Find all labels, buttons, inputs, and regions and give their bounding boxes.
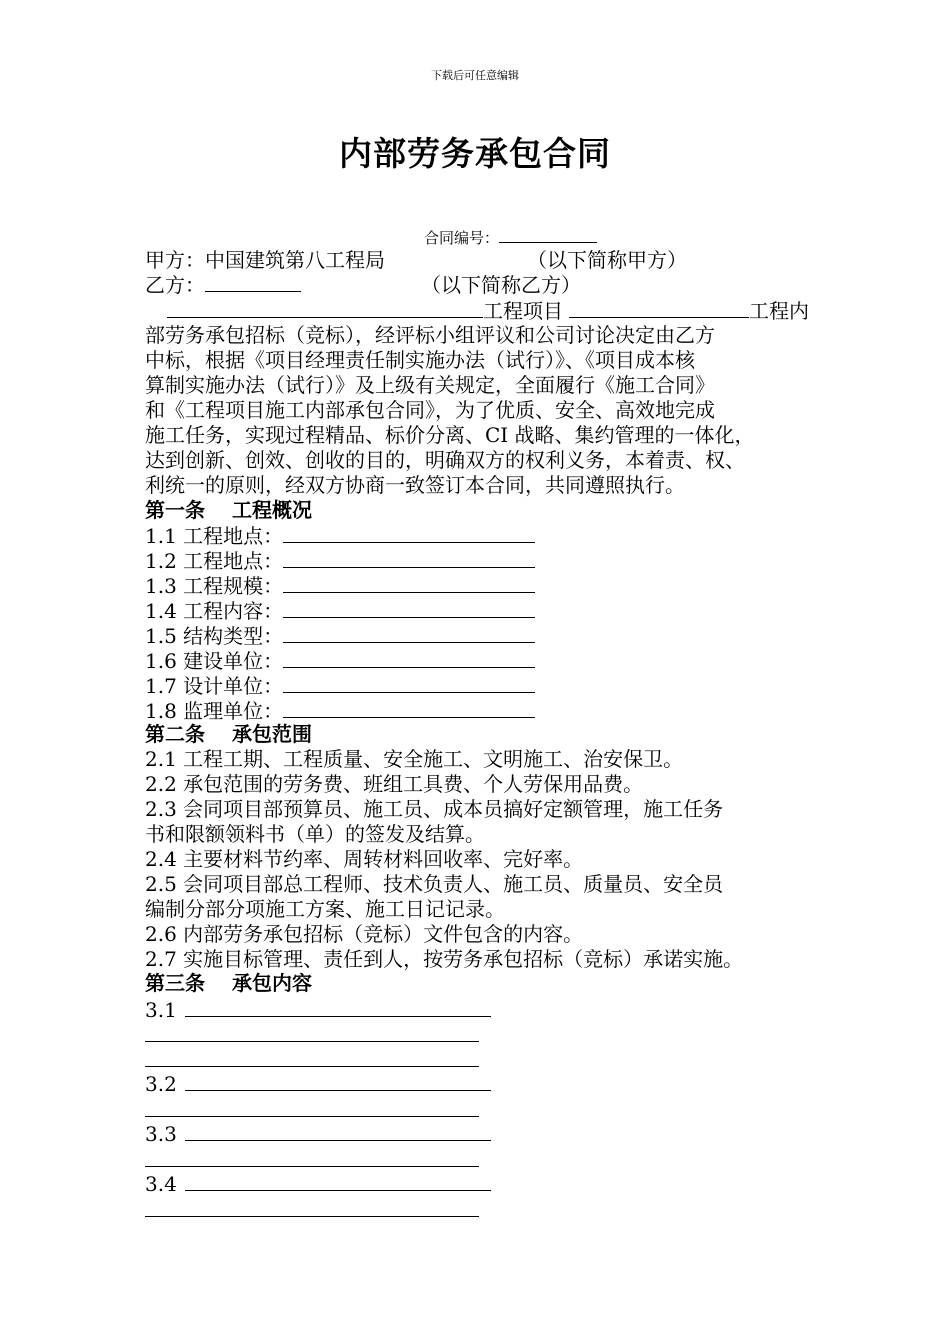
article-2-line: 2.3 会同项目部预算员、施工员、成本员搞好定额管理，施工任务 bbox=[145, 797, 724, 821]
item-blank[interactable] bbox=[185, 1121, 491, 1141]
item-blank[interactable] bbox=[283, 623, 535, 643]
article-1-item bbox=[145, 598, 825, 623]
article-1-item bbox=[145, 648, 825, 673]
party-b-suffix: （以下简称乙方） bbox=[421, 273, 581, 297]
project-scope-blank[interactable] bbox=[569, 298, 749, 318]
article-1-item bbox=[145, 573, 825, 598]
project-name-blank[interactable] bbox=[167, 298, 483, 318]
item-label: 1.8 监理单位： bbox=[145, 699, 284, 723]
article-1-item bbox=[145, 698, 825, 723]
item-blank[interactable] bbox=[283, 523, 535, 543]
intro-line: 利统一的原则，经双方协商一致签订本合同，共同遵照执行。 bbox=[145, 473, 685, 497]
party-a-line bbox=[145, 248, 385, 273]
item-blank[interactable] bbox=[185, 997, 491, 1017]
item-continuation-blank[interactable] bbox=[145, 1166, 479, 1167]
party-b-line bbox=[145, 273, 301, 298]
article-3-item bbox=[145, 1171, 491, 1197]
article-1-item bbox=[145, 673, 825, 698]
contract-number-blank[interactable] bbox=[499, 228, 597, 243]
item-label: 1.6 建设单位： bbox=[145, 649, 284, 673]
item-blank[interactable] bbox=[185, 1071, 491, 1091]
item-label: 3.1 bbox=[145, 998, 177, 1022]
intro-line: 部劳务承包招标（竞标），经评标小组评议和公司讨论决定由乙方 bbox=[145, 323, 715, 347]
intro-line: 和《工程项目施工内部承包合同》，为了优质、安全、高效地完成 bbox=[145, 398, 715, 422]
item-blank[interactable] bbox=[283, 698, 535, 718]
item-label: 1.2 工程地点： bbox=[145, 549, 284, 573]
article-2-line: 2.5 会同项目部总工程师、技术负责人、施工员、质量员、安全员 bbox=[145, 872, 724, 896]
item-blank[interactable] bbox=[185, 1171, 491, 1191]
article-2-line: 2.4 主要材料节约率、周转材料回收率、完好率。 bbox=[145, 847, 584, 871]
party-a-label: 甲方：中国建筑第八工程局 bbox=[145, 248, 385, 272]
party-b-blank[interactable] bbox=[205, 273, 301, 292]
item-blank[interactable] bbox=[283, 548, 535, 568]
article-3-heading: 第三条 承包内容 bbox=[145, 971, 312, 995]
article-2-line: 2.7 实施目标管理、责任到人，按劳务承包招标（竞标）承诺实施。 bbox=[145, 947, 744, 971]
article-1-item bbox=[145, 623, 825, 648]
article-2-line: 2.6 内部劳务承包招标（竞标）文件包含的内容。 bbox=[145, 922, 584, 946]
item-continuation-blank[interactable] bbox=[145, 1216, 479, 1217]
intro-line: 算制实施办法（试行）》及上级有关规定，全面履行《施工合同》 bbox=[145, 373, 715, 397]
contract-number bbox=[424, 227, 597, 248]
item-continuation-blank[interactable] bbox=[145, 1066, 479, 1067]
item-label: 1.1 工程地点： bbox=[145, 524, 284, 548]
article-1 bbox=[145, 498, 825, 723]
intro-line: 中标，根据《项目经理责任制实施办法（试行）》、《项目成本核 bbox=[145, 348, 695, 372]
article-3-item bbox=[145, 1121, 491, 1147]
party-b-label: 乙方： bbox=[145, 273, 205, 297]
article-1-heading: 第一条 工程概况 bbox=[145, 498, 312, 522]
article-3-item bbox=[145, 1071, 491, 1097]
item-continuation-blank[interactable] bbox=[145, 1041, 479, 1042]
document-title: 内部劳务承包合同 bbox=[339, 134, 611, 173]
article-2-line: 2.1 工程工期、工程质量、安全施工、文明施工、治安保卫。 bbox=[145, 747, 684, 771]
item-label: 3.3 bbox=[145, 1122, 177, 1146]
article-1-item bbox=[145, 523, 825, 548]
item-continuation-blank[interactable] bbox=[145, 1116, 479, 1117]
item-label: 3.2 bbox=[145, 1072, 177, 1096]
intro-first-line bbox=[145, 298, 809, 324]
item-label: 1.5 结构类型： bbox=[145, 624, 284, 648]
intro-project-label: 工程项目 bbox=[483, 299, 563, 323]
article-2-heading: 第二条 承包范围 bbox=[145, 722, 312, 746]
party-a-suffix: （以下简称甲方） bbox=[527, 248, 687, 272]
item-blank[interactable] bbox=[283, 598, 535, 618]
item-blank[interactable] bbox=[283, 648, 535, 668]
item-blank[interactable] bbox=[283, 673, 535, 693]
intro-line: 施工任务，实现过程精品、标价分离、CI 战略、集约管理的一体化， bbox=[145, 423, 755, 447]
contract-number-label: 合同编号： bbox=[424, 229, 500, 247]
article-3-item bbox=[145, 997, 491, 1023]
article-2-line: 书和限额领料书（单）的签发及结算。 bbox=[145, 822, 485, 846]
article-2 bbox=[145, 722, 825, 972]
item-label: 1.7 设计单位： bbox=[145, 674, 284, 698]
intro-line1-end: 工程内 bbox=[749, 299, 809, 323]
article-2-line: 编制分部分项施工方案、施工日记记录。 bbox=[145, 897, 505, 921]
header-note: 下载后可任意编辑 bbox=[431, 69, 519, 82]
item-label: 1.3 工程规模： bbox=[145, 574, 284, 598]
article-1-item bbox=[145, 548, 825, 573]
item-label: 1.4 工程内容： bbox=[145, 599, 284, 623]
article-2-line: 2.2 承包范围的劳务费、班组工具费、个人劳保用品费。 bbox=[145, 772, 644, 796]
intro-line: 达到创新、创效、创收的目的，明确双方的权利义务，本着责、权、 bbox=[145, 448, 745, 472]
intro-paragraph bbox=[145, 323, 825, 498]
item-label: 3.4 bbox=[145, 1172, 177, 1196]
item-blank[interactable] bbox=[283, 573, 535, 593]
